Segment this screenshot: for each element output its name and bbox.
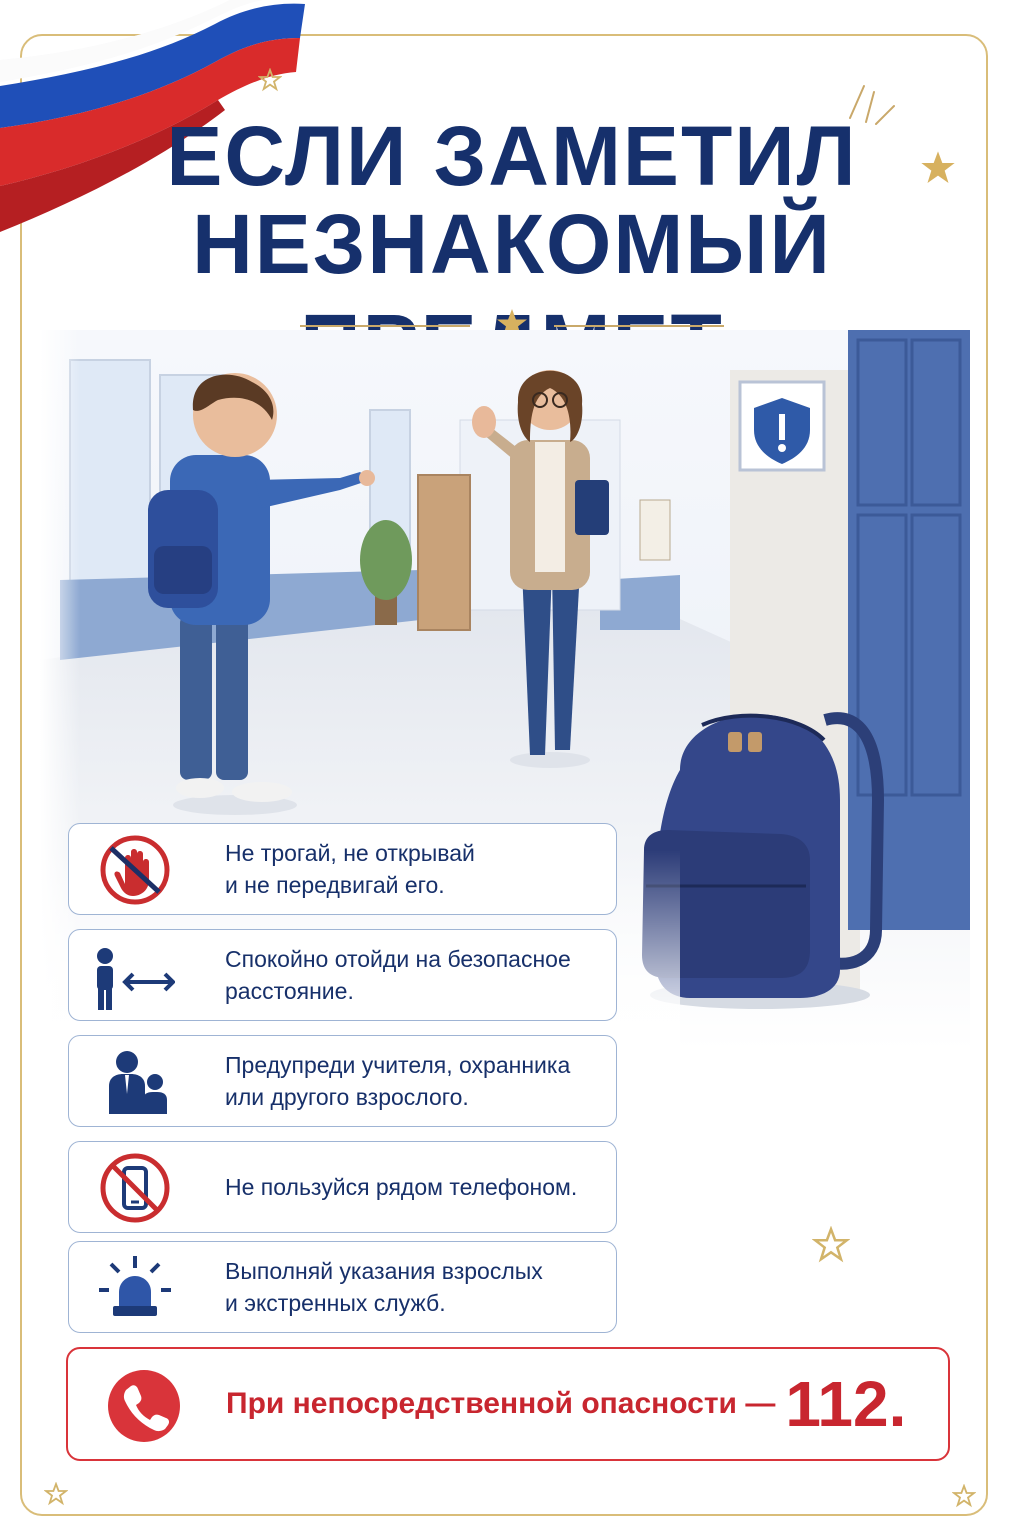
star-icon	[952, 1484, 976, 1508]
phone-icon	[106, 1368, 182, 1444]
divider-left	[300, 325, 470, 327]
alert-message	[226, 1349, 906, 1459]
rule-card-no-phone	[68, 1141, 617, 1233]
poster-title-line-2: НЕЗНАКОМЫЙ	[192, 197, 832, 291]
rule-card-walk-away	[68, 929, 617, 1021]
rule-text-follow-instructions: Выполняй указания взрослых и экстренных служб.	[225, 1258, 543, 1316]
rule-text-no-phone: Не пользуйся рядом телефоном.	[225, 1174, 578, 1200]
emergency-beacon-icon	[95, 1250, 175, 1326]
rule-card-warn-adult	[68, 1035, 617, 1127]
no-touch-hand-icon	[95, 832, 175, 908]
adult-and-child-icon	[95, 1044, 175, 1120]
rule-card-do-not-touch	[68, 823, 617, 915]
emergency-number: 112.	[785, 1368, 907, 1440]
rule-text-warn-adult: Предупреди учителя, охранника или другого взрослого.	[225, 1052, 571, 1110]
emergency-alert-banner	[66, 1347, 950, 1461]
rule-text-walk-away: Спокойно отойди на безопасное расстояние.	[225, 946, 571, 1004]
star-icon	[258, 68, 282, 92]
no-phone-icon	[95, 1150, 175, 1226]
alert-text: При непосредственной опасности —	[226, 1387, 776, 1420]
rule-text-do-not-touch: Не трогай, не открывай и не передвигай его.	[225, 840, 475, 898]
star-icon	[812, 1226, 850, 1264]
walk-away-distance-icon	[95, 938, 175, 1014]
poster-title-line-1: ЕСЛИ ЗАМЕТИЛ	[166, 109, 858, 203]
divider-right	[554, 325, 724, 327]
rule-card-follow-instructions	[68, 1241, 617, 1333]
star-icon	[44, 1482, 68, 1506]
